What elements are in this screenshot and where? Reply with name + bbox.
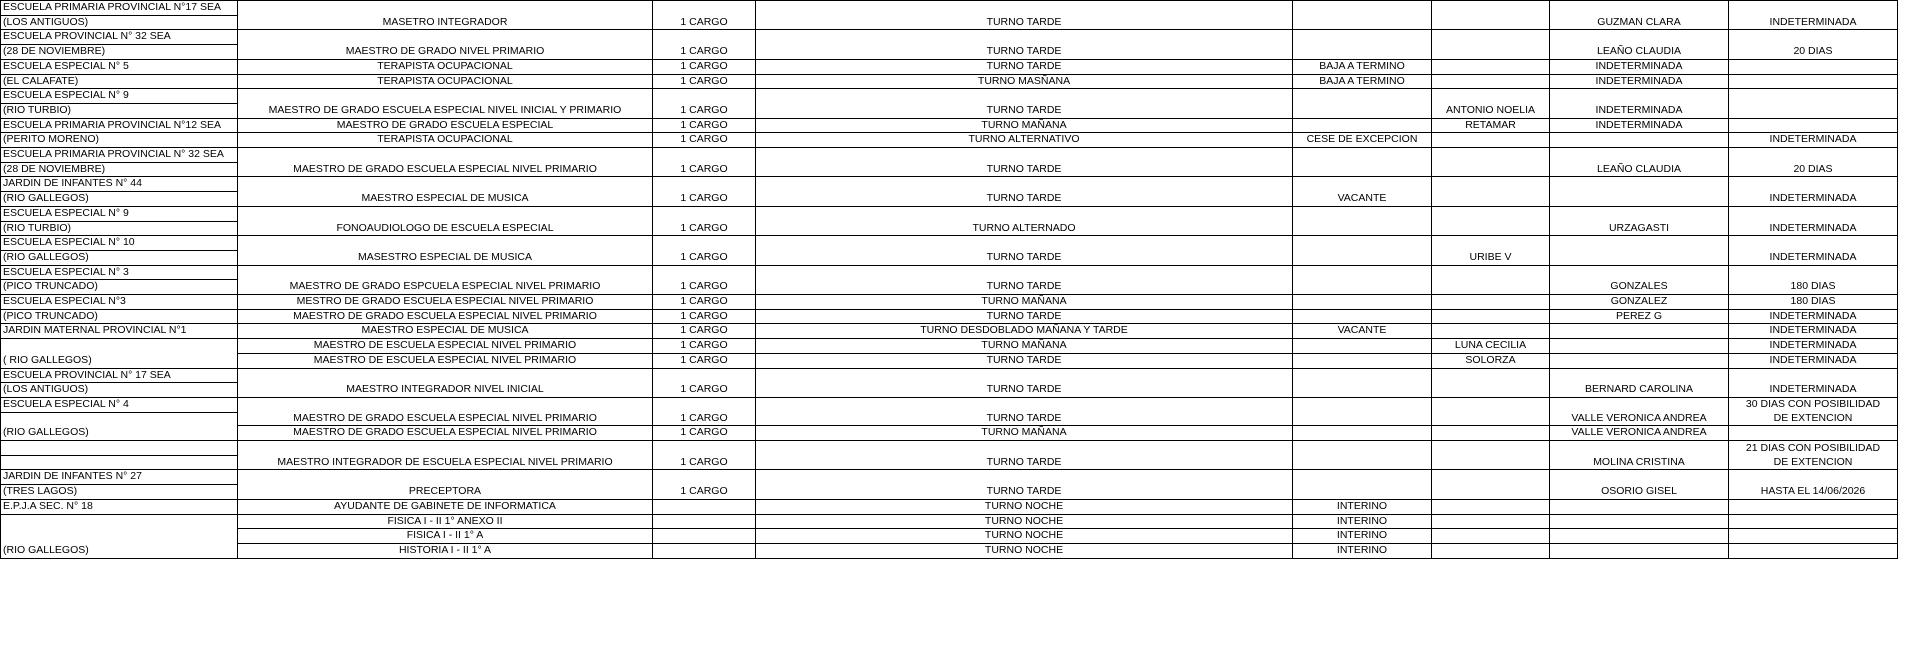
motivo-cell (1293, 1, 1432, 30)
cantidad-cell: 1 CARGO (653, 324, 756, 339)
motivo-cell: INTERINO (1293, 543, 1432, 558)
reemplaza-cell: LUNA CECILIA (1432, 339, 1550, 354)
turno-cell: TURNO NOCHE (756, 543, 1293, 558)
cargo-cell: MASETRO INTEGRADOR (238, 1, 653, 30)
table-row (1, 59, 1898, 74)
school-location-cell: (RIO GALLEGOS) (1, 250, 238, 265)
cantidad-cell: 1 CARGO (653, 339, 756, 354)
reemplaza-cell: SOLORZA (1432, 353, 1550, 368)
cantidad-cell: 1 CARGO (653, 353, 756, 368)
table-row (1, 426, 1898, 441)
duracion-cell (1729, 59, 1898, 74)
turno-cell: TURNO TARDE (756, 30, 1293, 59)
school-location-cell: (PICO TRUNCADO) (1, 309, 238, 324)
turno-cell: TURNO TARDE (756, 236, 1293, 265)
turno-cell: TURNO MAÑANA (756, 118, 1293, 133)
cargo-cell: FONOAUDIOLOGO DE ESCUELA ESPECIAL (238, 206, 653, 235)
duracion-line: 30 DIAS CON POSIBILIDAD (1745, 397, 1881, 410)
motivo-cell (1293, 89, 1432, 118)
motivo-cell (1293, 295, 1432, 310)
reemplaza-cell (1432, 441, 1550, 470)
cargo-cell: FISICA I - II 1° ANEXO II (238, 514, 653, 529)
motivo-cell (1293, 397, 1432, 425)
cantidad-cell: 1 CARGO (653, 426, 756, 441)
table-row (1, 441, 1898, 456)
school-name-cell: ESCUELA PRIMARIA PROVINCIAL N°17 SEA (1, 1, 238, 16)
cantidad-cell: 1 CARGO (653, 368, 756, 397)
cargo-cell: MAESTRO DE GRADO ESCUELA ESPECIAL (238, 118, 653, 133)
titular-cell: OSORIO GISEL (1550, 470, 1729, 499)
duracion-cell (1729, 514, 1898, 529)
turno-cell: TURNO NOCHE (756, 514, 1293, 529)
duracion-cell (1729, 397, 1898, 425)
cantidad-cell: 1 CARGO (653, 89, 756, 118)
motivo-cell: BAJA A TERMINO (1293, 74, 1432, 89)
table-row (1, 529, 1898, 544)
motivo-cell (1293, 148, 1432, 177)
cantidad-cell: 1 CARGO (653, 148, 756, 177)
motivo-cell (1293, 309, 1432, 324)
titular-cell: INDETERMINADA (1550, 89, 1729, 118)
reemplaza-cell (1432, 59, 1550, 74)
titular-cell (1550, 499, 1729, 514)
reemplaza-cell (1432, 295, 1550, 310)
motivo-cell (1293, 236, 1432, 265)
cargo-cell: TERAPISTA OCUPACIONAL (238, 59, 653, 74)
school-name-cell: ESCUELA PRIMARIA PROVINCIAL N°12 SEA (1, 118, 238, 133)
duracion-cell: INDETERMINADA (1729, 133, 1898, 148)
reemplaza-cell (1432, 1, 1550, 30)
duracion-cell (1729, 529, 1898, 544)
duracion-cell (1729, 499, 1898, 514)
cargo-cell: FISICA I - II 1° A (238, 529, 653, 544)
reemplaza-cell (1432, 309, 1550, 324)
table-row (1, 148, 1898, 163)
duracion-line: 21 DIAS CON POSIBILIDAD (1745, 442, 1881, 455)
school-location-cell: ( RIO GALLEGOS) (1, 339, 238, 368)
cantidad-cell: 1 CARGO (653, 265, 756, 294)
titular-cell: PEREZ G (1550, 309, 1729, 324)
school-name-cell: ESCUELA ESPECIAL N°3 (1, 295, 238, 310)
motivo-cell: VACANTE (1293, 177, 1432, 206)
school-name-cell (1, 441, 238, 456)
table-row (1, 177, 1898, 192)
cantidad-cell: 1 CARGO (653, 295, 756, 310)
reemplaza-cell (1432, 177, 1550, 206)
cargo-cell: PRECEPTORA (238, 470, 653, 499)
cantidad-cell: 1 CARGO (653, 236, 756, 265)
cargo-cell: MASESTRO ESPECIAL DE MUSICA (238, 236, 653, 265)
turno-cell: TURNO MAÑANA (756, 426, 1293, 441)
titular-cell (1550, 543, 1729, 558)
table-row (1, 1, 1898, 16)
school-location-cell: (RIO GALLEGOS) (1, 514, 238, 558)
turno-cell: TURNO TARDE (756, 368, 1293, 397)
school-name-cell: ESCUELA PRIMARIA PROVINCIAL N° 32 SEA (1, 148, 238, 163)
cantidad-cell: 1 CARGO (653, 441, 756, 470)
duracion-cell: INDETERMINADA (1729, 177, 1898, 206)
turno-cell: TURNO TARDE (756, 353, 1293, 368)
table-row (1, 206, 1898, 221)
table-row (1, 30, 1898, 45)
motivo-cell (1293, 118, 1432, 133)
school-name-cell: ESCUELA ESPECIAL N° 9 (1, 206, 238, 221)
turno-cell: TURNO NOCHE (756, 529, 1293, 544)
school-name-cell: ESCUELA PROVINCIAL N° 17 SEA (1, 368, 238, 383)
titular-cell: GONZALEZ (1550, 295, 1729, 310)
school-name-cell: ESCUELA PROVINCIAL N° 32 SEA (1, 30, 238, 45)
titular-cell: INDETERMINADA (1550, 118, 1729, 133)
duracion-cell (1729, 426, 1898, 441)
turno-cell: TURNO DESDOBLADO MAÑANA Y TARDE (756, 324, 1293, 339)
reemplaza-cell (1432, 529, 1550, 544)
motivo-cell (1293, 441, 1432, 470)
duracion-cell (1729, 441, 1898, 470)
cargo-cell: MAESTRO ESPECIAL DE MUSICA (238, 177, 653, 206)
reemplaza-cell: RETAMAR (1432, 118, 1550, 133)
school-name-cell: ESCUELA ESPECIAL N° 5 (1, 59, 238, 74)
cargo-cell: MAESTRO DE GRADO ESCUELA ESPECIAL NIVEL PRIMARIO (238, 309, 653, 324)
school-location-cell: (PERITO MORENO) (1, 133, 238, 148)
turno-cell: TURNO TARDE (756, 177, 1293, 206)
motivo-cell: INTERINO (1293, 499, 1432, 514)
cantidad-cell: 1 CARGO (653, 177, 756, 206)
titular-cell: LEAÑO CLAUDIA (1550, 148, 1729, 177)
turno-cell: TURNO TARDE (756, 309, 1293, 324)
titular-cell (1550, 529, 1729, 544)
reemplaza-cell (1432, 206, 1550, 235)
duracion-cell (1729, 543, 1898, 558)
reemplaza-cell (1432, 148, 1550, 177)
school-name-cell: ESCUELA ESPECIAL N° 10 (1, 236, 238, 251)
school-location-cell: (TRES LAGOS) (1, 485, 238, 500)
school-location-cell: (LOS ANTIGUOS) (1, 15, 238, 30)
table-row (1, 265, 1898, 280)
school-location-cell: (RIO GALLEGOS) (1, 192, 238, 207)
school-name-cell: JARDIN MATERNAL PROVINCIAL N°1 (1, 324, 238, 339)
school-location-cell: (RIO TURBIO) (1, 221, 238, 236)
duracion-cell: HASTA EL 14/06/2026 (1729, 470, 1898, 499)
cargo-cell: HISTORIA I - II 1° A (238, 543, 653, 558)
motivo-cell (1293, 470, 1432, 499)
turno-cell: TURNO TARDE (756, 1, 1293, 30)
duracion-cell: INDETERMINADA (1729, 324, 1898, 339)
turno-cell: TURNO ALTERNADO (756, 206, 1293, 235)
cargo-cell: MAESTRO DE GRADO ESCUELA ESPECIAL NIVEL PRIMARIO (238, 397, 653, 425)
duracion-cell: INDETERMINADA (1729, 1, 1898, 30)
titular-cell: GONZALES (1550, 265, 1729, 294)
motivo-cell (1293, 30, 1432, 59)
school-location-cell: (28 DE NOVIEMBRE) (1, 45, 238, 60)
cantidad-cell (653, 499, 756, 514)
school-location-cell: (LOS ANTIGUOS) (1, 383, 238, 398)
school-location-cell (1, 455, 238, 470)
table-row (1, 236, 1898, 251)
turno-cell: TURNO TARDE (756, 470, 1293, 499)
motivo-cell (1293, 339, 1432, 354)
cargo-cell: MAESTRO INTEGRADOR NIVEL INICIAL (238, 368, 653, 397)
turno-cell: TURNO MASÑANA (756, 74, 1293, 89)
school-location-cell: (28 DE NOVIEMBRE) (1, 162, 238, 177)
cargo-cell: MAESTRO DE GRADO ESPCUELA ESPECIAL NIVEL PRIMARIO (238, 265, 653, 294)
duracion-cell: 20 DIAS (1729, 148, 1898, 177)
cargo-cell: MAESTRO DE ESCUELA ESPECIAL NIVEL PRIMARIO (238, 339, 653, 354)
cantidad-cell: 1 CARGO (653, 470, 756, 499)
titular-cell (1550, 339, 1729, 354)
motivo-cell (1293, 426, 1432, 441)
turno-cell: TURNO TARDE (756, 265, 1293, 294)
reemplaza-cell (1432, 543, 1550, 558)
turno-cell: TURNO TARDE (756, 89, 1293, 118)
table-body (1, 1, 1898, 559)
cargo-cell: MAESTRO DE GRADO NIVEL PRIMARIO (238, 30, 653, 59)
cargo-cell: MAESTRO DE GRADO ESCUELA ESPECIAL NIVEL PRIMARIO (238, 148, 653, 177)
duracion-line: DE EXTENCION (1773, 455, 1853, 468)
duracion-cell: 180 DIAS (1729, 265, 1898, 294)
duracion-line: DE EXTENCION (1773, 411, 1853, 424)
reemplaza-cell (1432, 74, 1550, 89)
turno-cell: TURNO NOCHE (756, 499, 1293, 514)
cantidad-cell (653, 543, 756, 558)
cantidad-cell: 1 CARGO (653, 74, 756, 89)
cargo-cell: TERAPISTA OCUPACIONAL (238, 74, 653, 89)
table-row (1, 339, 1898, 354)
titular-cell: VALLE VERONICA ANDREA (1550, 426, 1729, 441)
duracion-cell: INDETERMINADA (1729, 309, 1898, 324)
school-location-cell: (EL CALAFATE) (1, 74, 238, 89)
school-name-cell: ESCUELA ESPECIAL N° 3 (1, 265, 238, 280)
reemplaza-cell: URIBE V (1432, 236, 1550, 265)
reemplaza-cell (1432, 368, 1550, 397)
motivo-cell (1293, 265, 1432, 294)
school-location-cell: (PICO TRUNCADO) (1, 280, 238, 295)
titular-cell (1550, 236, 1729, 265)
school-name-cell: E.P.J.A SEC. N° 18 (1, 499, 238, 514)
motivo-cell: INTERINO (1293, 514, 1432, 529)
cantidad-cell (653, 529, 756, 544)
turno-cell: TURNO TARDE (756, 148, 1293, 177)
table-row (1, 353, 1898, 368)
titular-cell (1550, 177, 1729, 206)
titular-cell (1550, 353, 1729, 368)
table-row (1, 514, 1898, 529)
motivo-cell: CESE DE EXCEPCION (1293, 133, 1432, 148)
motivo-cell: INTERINO (1293, 529, 1432, 544)
school-location-cell: (RIO GALLEGOS) (1, 412, 238, 440)
titular-cell: INDETERMINADA (1550, 74, 1729, 89)
cantidad-cell: 1 CARGO (653, 1, 756, 30)
titular-cell (1550, 514, 1729, 529)
cargo-cell: MAESTRO ESPECIAL DE MUSICA (238, 324, 653, 339)
table-row (1, 324, 1898, 339)
cantidad-cell: 1 CARGO (653, 206, 756, 235)
turno-cell: TURNO TARDE (756, 59, 1293, 74)
table-row (1, 368, 1898, 383)
table-row (1, 543, 1898, 558)
cantidad-cell: 1 CARGO (653, 133, 756, 148)
school-name-cell: ESCUELA ESPECIAL N° 9 (1, 89, 238, 104)
duracion-cell: 20 DIAS (1729, 30, 1898, 59)
titular-cell: BERNARD CAROLINA (1550, 368, 1729, 397)
table-row (1, 89, 1898, 104)
titular-cell: MOLINA CRISTINA (1550, 441, 1729, 470)
table-row (1, 470, 1898, 485)
titular-cell (1550, 133, 1729, 148)
table-row (1, 118, 1898, 133)
cargo-cell: MAESTRO DE GRADO ESCUELA ESPECIAL NIVEL PRIMARIO (238, 426, 653, 441)
motivo-cell: VACANTE (1293, 324, 1432, 339)
turno-cell: TURNO MAÑANA (756, 295, 1293, 310)
turno-cell: TURNO TARDE (756, 441, 1293, 470)
table-row (1, 397, 1898, 412)
motivo-cell (1293, 353, 1432, 368)
reemplaza-cell (1432, 470, 1550, 499)
titular-cell: URZAGASTI (1550, 206, 1729, 235)
motivo-cell (1293, 206, 1432, 235)
table-row (1, 499, 1898, 514)
cantidad-cell: 1 CARGO (653, 309, 756, 324)
reemplaza-cell (1432, 397, 1550, 425)
reemplaza-cell (1432, 514, 1550, 529)
duracion-cell: 180 DIAS (1729, 295, 1898, 310)
school-name-cell: JARDIN DE INFANTES N° 44 (1, 177, 238, 192)
duracion-cell (1729, 89, 1898, 118)
duracion-cell (1729, 118, 1898, 133)
duracion-cell (1729, 74, 1898, 89)
cargo-cell: MAESTRO DE GRADO ESCUELA ESPECIAL NIVEL INICIAL Y PRIMARIO (238, 89, 653, 118)
turno-cell: TURNO MAÑANA (756, 339, 1293, 354)
turno-cell: TURNO ALTERNATIVO (756, 133, 1293, 148)
cargo-cell: MESTRO DE GRADO ESCUELA ESPECIAL NIVEL PRIMARIO (238, 295, 653, 310)
duracion-cell: INDETERMINADA (1729, 339, 1898, 354)
duracion-cell: INDETERMINADA (1729, 353, 1898, 368)
reemplaza-cell: ANTONIO NOELIA (1432, 89, 1550, 118)
titular-cell: GUZMAN CLARA (1550, 1, 1729, 30)
titular-cell (1550, 324, 1729, 339)
school-location-cell: (RIO TURBIO) (1, 103, 238, 118)
school-name-cell: JARDIN DE INFANTES N° 27 (1, 470, 238, 485)
reemplaza-cell (1432, 426, 1550, 441)
reemplaza-cell (1432, 133, 1550, 148)
duracion-cell: INDETERMINADA (1729, 206, 1898, 235)
cantidad-cell: 1 CARGO (653, 30, 756, 59)
reemplaza-cell (1432, 265, 1550, 294)
turno-cell: TURNO TARDE (756, 397, 1293, 425)
duracion-cell: INDETERMINADA (1729, 368, 1898, 397)
cantidad-cell: 1 CARGO (653, 118, 756, 133)
motivo-cell (1293, 368, 1432, 397)
cargo-cell: TERAPISTA OCUPACIONAL (238, 133, 653, 148)
reemplaza-cell (1432, 324, 1550, 339)
school-name-cell: ESCUELA ESPECIAL N° 4 (1, 397, 238, 412)
table-row (1, 309, 1898, 324)
reemplaza-cell (1432, 30, 1550, 59)
cantidad-cell: 1 CARGO (653, 59, 756, 74)
titular-cell: VALLE VERONICA ANDREA (1550, 397, 1729, 425)
cargo-cell: MAESTRO INTEGRADOR DE ESCUELA ESPECIAL NIVEL PRIMARIO (238, 441, 653, 470)
duracion-cell: INDETERMINADA (1729, 236, 1898, 265)
table-row (1, 74, 1898, 89)
table-row (1, 295, 1898, 310)
motivo-cell: BAJA A TERMINO (1293, 59, 1432, 74)
cantidad-cell (653, 514, 756, 529)
titular-cell: INDETERMINADA (1550, 59, 1729, 74)
titular-cell: LEAÑO CLAUDIA (1550, 30, 1729, 59)
cantidad-cell: 1 CARGO (653, 397, 756, 425)
reemplaza-cell (1432, 499, 1550, 514)
table-row (1, 133, 1898, 148)
cargo-cell: MAESTRO DE ESCUELA ESPECIAL NIVEL PRIMARIO (238, 353, 653, 368)
cargo-cell: AYUDANTE DE GABINETE DE INFORMATICA (238, 499, 653, 514)
